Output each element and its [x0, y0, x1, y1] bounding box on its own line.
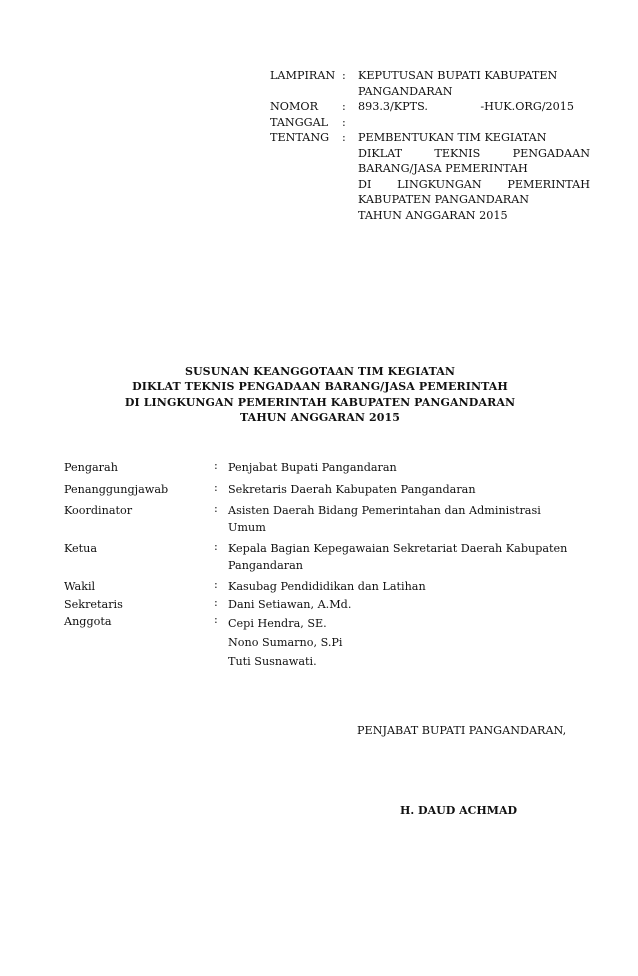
member-line: Asisten Daerah Bidang Pemerintahan dan Administrasi: [228, 504, 541, 517]
member-value: [228, 482, 584, 499]
nomor-row: [270, 99, 590, 115]
member-line: Nono Sumarno, S.Pi: [228, 636, 343, 649]
colon: :: [214, 613, 218, 626]
member-line: Dani Setiawan, A.Md.: [228, 597, 352, 611]
member-line: Kasubag Pendididikan dan Latihan: [228, 580, 426, 593]
lampiran-line: PANGANDARAN: [358, 84, 453, 98]
member-line: Umum: [228, 520, 266, 534]
nomor-left: 893.3/KPTS.: [358, 100, 428, 113]
tentang-line: TAHUN ANGGARAN 2015: [358, 208, 508, 222]
colon: :: [342, 69, 346, 82]
title-line: DI LINGKUNGAN PEMERINTAH KABUPATEN PANGANDARAN: [124, 395, 516, 409]
colon: :: [214, 480, 218, 494]
member-role: Ketua: [64, 542, 98, 555]
tentang-row: [270, 130, 590, 223]
title-line: DIKLAT TEKNIS PENGADAAN BARANG/JASA PEMERINTAH: [132, 380, 508, 394]
tentang-value: [358, 130, 590, 223]
member-line: Sekretaris Daerah Kabupaten Pangandaran: [228, 482, 476, 496]
nomor-key: NOMOR: [270, 100, 319, 113]
colon: :: [214, 595, 218, 609]
member-line: Cepi Hendra, SE.: [228, 617, 327, 630]
lampiran-line: KEPUTUSAN BUPATI KABUPATEN: [358, 69, 558, 82]
member-value: [228, 614, 584, 671]
title-line: TAHUN ANGGARAN 2015: [240, 410, 400, 424]
tanggal-value: [358, 115, 590, 131]
nomor-right: -HUK.ORG/2015: [480, 100, 574, 113]
tentang-key: TENTANG: [270, 131, 330, 144]
member-row-penanggungjawab: [64, 482, 584, 499]
member-row-koordinator: [64, 503, 584, 536]
member-row-wakil: [64, 579, 584, 596]
lampiran-row: [270, 68, 590, 99]
member-role: Anggota: [64, 615, 112, 628]
member-role: Pengarah: [64, 461, 118, 474]
colon: :: [214, 578, 218, 591]
tentang-line: DI LINGKUNGAN PEMERINTAH: [358, 177, 590, 191]
document-title: [120, 364, 520, 425]
member-row-ketua: [64, 541, 584, 574]
tanggal-row: [270, 115, 590, 131]
colon: :: [214, 502, 218, 515]
member-value: [228, 579, 584, 596]
colon: :: [214, 540, 218, 553]
member-row-sekretaris: [64, 597, 584, 614]
signature-name: H. DAUD ACHMAD: [400, 804, 518, 817]
member-role: Sekretaris: [64, 597, 123, 611]
member-row-pengarah: [64, 460, 584, 477]
member-row-anggota: [64, 614, 584, 671]
member-role: Penanggungjawab: [64, 482, 169, 496]
member-value: [228, 541, 584, 574]
member-line: Kepala Bagian Kepegawaian Sekretariat Daerah Kabupaten: [228, 542, 568, 555]
tentang-line: BARANG/JASA PEMERINTAH: [358, 162, 528, 175]
lampiran-header: [270, 68, 590, 223]
signature-title: PENJABAT BUPATI PANGANDARAN,: [357, 724, 567, 737]
tentang-line: KABUPATEN PANGANDARAN: [358, 193, 530, 206]
colon: :: [342, 115, 346, 129]
colon: :: [342, 131, 346, 144]
lampiran-value: [358, 68, 590, 99]
nomor-value: [358, 99, 590, 115]
tentang-line: DIKLAT TEKNIS PENGADAAN: [358, 146, 590, 160]
member-line: Tuti Susnawati.: [228, 655, 317, 668]
member-value: [228, 503, 584, 536]
member-value: [228, 460, 584, 477]
member-line: Pangandaran: [228, 558, 303, 572]
tentang-line: PEMBENTUKAN TIM KEGIATAN: [358, 131, 547, 144]
member-role: Koordinator: [64, 504, 133, 517]
member-value: [228, 597, 584, 614]
colon: :: [342, 100, 346, 113]
members-list: [64, 460, 584, 676]
member-line: Penjabat Bupati Pangandaran: [228, 461, 397, 474]
lampiran-key: LAMPIRAN: [270, 69, 336, 82]
tanggal-key: TANGGAL: [270, 115, 329, 129]
member-role: Wakil: [64, 580, 96, 593]
colon: :: [214, 459, 218, 472]
title-line: SUSUNAN KEANGGOTAAN TIM KEGIATAN: [184, 365, 456, 378]
